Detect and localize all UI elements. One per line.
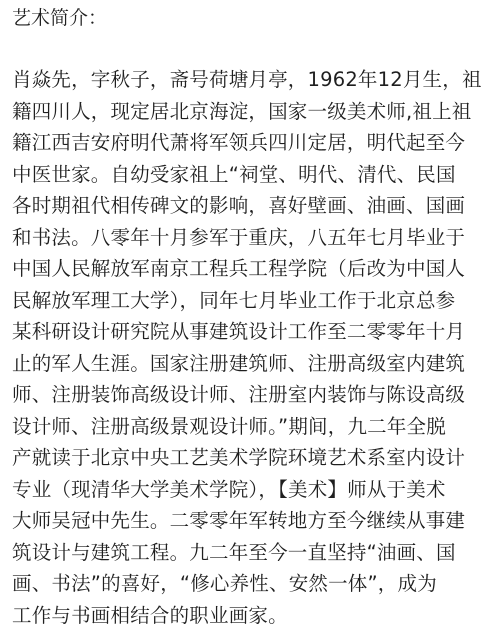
section-heading: 艺术简介： — [12, 6, 494, 30]
paragraph-line: 中医世家。自幼受家祖上“祠堂、明代、清代、民国 — [12, 159, 494, 191]
paragraph-line: 中国人民解放军南京工程兵工程学院（后改为中国人 — [12, 253, 494, 285]
paragraph-line: 籍江西吉安府明代萧将军领兵四川定居，明代起至今 — [12, 127, 494, 159]
paragraph-line: 某科研设计研究院从事建筑设计工作至二零零年十月 — [12, 316, 494, 348]
paragraph-line: 大师吴冠中先生。二零零年军转地方至今继续从事建 — [12, 505, 494, 537]
paragraph-line: 专业（现清华大学美术学院），【美术】师从于美术 — [12, 474, 494, 506]
paragraph-line: 民解放军理工大学），同年七月毕业工作于北京总参 — [12, 285, 494, 317]
paragraph-line: 设计师、注册高级景观设计师。”期间，九二年全脱 — [12, 411, 494, 443]
paragraph-line: 止的军人生涯。国家注册建筑师、注册高级室内建筑 — [12, 348, 494, 380]
paragraph-line: 筑设计与建筑工程。九二年至今一直坚持“油画、国 — [12, 537, 494, 569]
paragraph-line: 工作与书画相结合的职业画家。 — [12, 600, 494, 631]
paragraph-line: 各时期祖代相传碑文的影响，喜好壁画、油画、国画 — [12, 190, 494, 222]
biography-paragraph — [12, 64, 494, 631]
article — [12, 0, 494, 631]
paragraph-line: 和书法。八零年十月参军于重庆，八五年七月毕业于 — [12, 222, 494, 254]
paragraph-line: 产就读于北京中央工艺美术学院环境艺术系室内设计 — [12, 442, 494, 474]
paragraph-line: 画、书法”的喜好，“修心养性、安然一体”，成为 — [12, 568, 494, 600]
paragraph-line: 肖焱先，字秋子，斋号荷塘月亭，1962年12月生，祖 — [12, 64, 494, 96]
paragraph-line: 籍四川人，现定居北京海淀，国家一级美术师,祖上祖 — [12, 96, 494, 128]
paragraph-line: 师、注册装饰高级设计师、注册室内装饰与陈设高级 — [12, 379, 494, 411]
